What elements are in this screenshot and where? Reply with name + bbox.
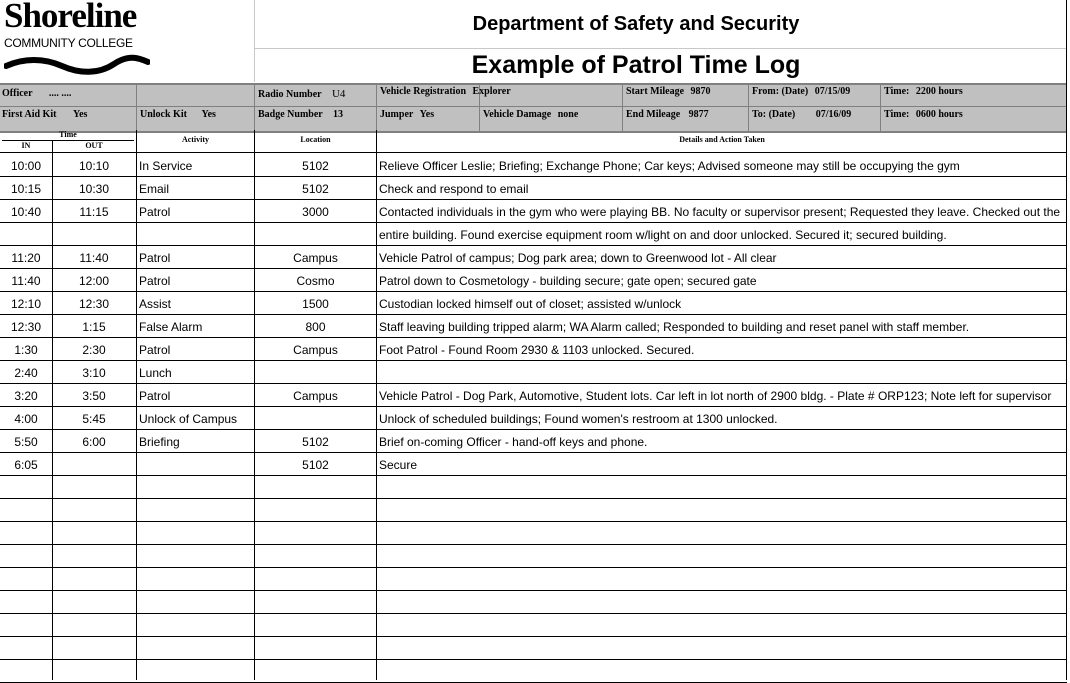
time-out-cell: [52, 452, 136, 475]
activity-cell: In Service: [139, 159, 193, 173]
location-cell: [255, 222, 376, 245]
details-cell: [379, 360, 1067, 383]
details-cell: [379, 636, 1067, 659]
activity-cell: [139, 590, 253, 613]
logo-subtitle: COMMUNITY COLLEGE: [4, 36, 133, 50]
time-in-cell: 6:05: [14, 458, 38, 472]
time-out-cell: 3:50: [82, 389, 106, 403]
table-row: [0, 544, 1067, 568]
time-out-cell: 2:30: [82, 343, 106, 357]
location-cell: [255, 659, 376, 682]
time-in-cell: 10:15: [10, 182, 42, 196]
time-in-cell: [0, 613, 52, 636]
jumper-label: Jumper: [380, 109, 414, 120]
details-cell: Custodian locked himself out of closet; assisted w/unlock: [379, 297, 682, 311]
vehicle-registration-label: Vehicle Registration: [380, 86, 467, 97]
details-cell: [379, 567, 1067, 590]
first-aid-kit-label: First Aid Kit: [2, 109, 57, 120]
unlock-kit-label: Unlock Kit: [140, 109, 187, 120]
table-row: [0, 199, 1067, 223]
activity-header: Activity: [181, 135, 210, 144]
radio-number-value: U4: [331, 88, 346, 100]
time-in-cell: 11:40: [11, 274, 41, 288]
activity-cell: Patrol: [139, 389, 171, 403]
in-header: IN: [21, 141, 31, 150]
officer-value: .... ....: [48, 88, 72, 99]
time-out-cell: [52, 567, 136, 590]
details-cell: Vehicle Patrol - Dog Park, Automotive, Student lots. Car left in lot north of 2900 bldg. - Plate # ORP123; Note left for supervisor: [379, 389, 1052, 403]
time-in-cell: [0, 590, 52, 613]
activity-cell: [139, 498, 253, 521]
table-row: [0, 498, 1067, 522]
time-out-cell: 11:15: [79, 205, 109, 219]
start-time-value: 2200 hours: [915, 86, 963, 97]
vehicle-damage-value: none: [557, 109, 579, 120]
time-out-cell: 6:00: [82, 435, 106, 449]
out-header: OUT: [85, 141, 103, 150]
details-cell: Brief on-coming Officer - hand-off keys and phone.: [379, 435, 648, 449]
badge-number-label: Badge Number: [258, 109, 323, 120]
activity-cell: [139, 636, 253, 659]
table-row: [0, 268, 1067, 292]
activity-cell: Patrol: [139, 205, 171, 219]
location-cell: [255, 475, 376, 498]
time-in-cell: 1:30: [14, 343, 38, 357]
location-cell: 3000: [302, 205, 329, 219]
time-out-cell: 3:10: [82, 366, 106, 380]
activity-cell: [139, 521, 253, 544]
table-row: [0, 153, 1067, 177]
details-cell: [379, 498, 1067, 521]
activity-cell: [139, 544, 253, 567]
activity-cell: [139, 659, 253, 682]
location-cell: [255, 567, 376, 590]
activity-cell: Patrol: [139, 251, 171, 265]
location-cell: [255, 544, 376, 567]
location-header: Location: [300, 135, 331, 144]
table-row: [0, 452, 1067, 476]
table-row: [0, 314, 1067, 338]
location-cell: [255, 613, 376, 636]
details-cell: Staff leaving building tripped alarm; WA Alarm called; Responded to building and reset panel with staff member.: [379, 320, 970, 334]
to-date-label: To: (Date): [752, 109, 796, 120]
unlock-kit-value: Yes: [201, 109, 216, 120]
table-row: [0, 636, 1067, 660]
start-mileage-value: 9870: [690, 86, 711, 97]
table-row: [0, 383, 1067, 407]
activity-cell: [139, 613, 253, 636]
details-header: Details and Action Taken: [679, 135, 765, 144]
time-out-cell: 1:15: [82, 320, 106, 334]
activity-cell: [139, 475, 253, 498]
time-in-cell: 12:10: [10, 297, 42, 311]
details-cell: entire building. Found exercise equipment room w/light on and door unlocked. Secured it; secured building.: [379, 228, 947, 242]
time-in-cell: 10:00: [10, 159, 42, 173]
activity-cell: False Alarm: [139, 320, 203, 334]
from-date-value: 07/15/09: [814, 86, 851, 97]
time-out-cell: [52, 521, 136, 544]
time-out-cell: 10:30: [78, 182, 110, 196]
details-cell: Vehicle Patrol of campus; Dog park area; down to Greenwood lot - All clear: [379, 251, 777, 265]
details-cell: Foot Patrol - Found Room 2930 & 1103 unlocked. Secured.: [379, 343, 695, 357]
vehicle-damage-label: Vehicle Damage: [483, 109, 552, 120]
location-cell: 5102: [302, 182, 329, 196]
time-in-cell: [0, 498, 52, 521]
activity-cell: Patrol: [139, 274, 171, 288]
end-mileage-value: 9877: [688, 109, 709, 120]
time-in-cell: [0, 521, 52, 544]
time-in-cell: 5:50: [14, 435, 38, 449]
time-in-cell: 10:40: [10, 205, 42, 219]
location-cell: [255, 360, 376, 383]
time-header: Time: [59, 130, 77, 139]
table-row: [0, 475, 1067, 499]
details-cell: [379, 544, 1067, 567]
details-cell: Relieve Officer Leslie; Briefing; Exchange Phone; Car keys; Advised someone may still be occupying the gym: [379, 159, 960, 173]
time-out-cell: [52, 636, 136, 659]
start-mileage-label: Start Mileage: [626, 86, 685, 97]
time-in-cell: [0, 659, 52, 682]
time-in-cell: [0, 636, 52, 659]
details-cell: Unlock of scheduled buildings; Found women's restroom at 1300 unlocked.: [379, 412, 778, 426]
end-time-value: 0600 hours: [915, 109, 963, 120]
activity-cell: Unlock of Campus: [139, 412, 238, 426]
activity-cell: Briefing: [139, 435, 180, 449]
table-row: [0, 659, 1067, 683]
activity-cell: Email: [139, 182, 170, 196]
time-in-cell: 11:20: [11, 251, 41, 265]
location-cell: 1500: [302, 297, 329, 311]
activity-cell: [139, 452, 253, 475]
location-cell: Cosmo: [296, 274, 335, 288]
activity-cell: Lunch: [139, 366, 172, 380]
time-out-cell: [52, 475, 136, 498]
time-out-cell: [52, 222, 136, 245]
time-out-cell: [52, 613, 136, 636]
time-in-cell: [0, 222, 52, 245]
table-row: [0, 521, 1067, 545]
time-in-cell: 3:20: [14, 389, 38, 403]
location-cell: Campus: [293, 389, 338, 403]
time-out-cell: 11:40: [79, 251, 109, 265]
details-cell: Contacted individuals in the gym who were playing BB. No faculty or supervisor present; Requested they leave. Checked out the: [379, 205, 1061, 219]
time-in-cell: 12:30: [10, 320, 42, 334]
time-in-cell: 2:40: [14, 366, 38, 380]
time-in-cell: 4:00: [14, 412, 38, 426]
time-out-cell: 5:45: [82, 412, 106, 426]
table-row: [0, 245, 1067, 269]
table-row: [0, 590, 1067, 614]
location-cell: 5102: [302, 159, 329, 173]
location-cell: [255, 406, 376, 429]
time-in-cell: [0, 475, 52, 498]
table-row: [0, 613, 1067, 637]
table-row: [0, 406, 1067, 430]
time-out-cell: [52, 659, 136, 682]
activity-cell: Patrol: [139, 343, 171, 357]
details-cell: [379, 613, 1067, 636]
to-date-value: 07/16/09: [815, 109, 852, 120]
department-name: Department of Safety and Security: [472, 12, 800, 35]
details-cell: Patrol down to Cosmetology - building secure; gate open; secured gate: [379, 274, 757, 288]
details-cell: Secure: [379, 458, 418, 472]
details-cell: Check and respond to email: [379, 182, 529, 196]
activity-cell: [139, 222, 253, 245]
time-out-cell: 10:10: [78, 159, 110, 173]
table-row: [0, 222, 1067, 246]
location-cell: 5102: [302, 435, 329, 449]
location-cell: [255, 521, 376, 544]
location-cell: 800: [305, 320, 326, 334]
start-time-label: Time:: [884, 86, 910, 97]
location-cell: Campus: [293, 343, 338, 357]
time-out-cell: 12:00: [78, 274, 110, 288]
time-out-cell: [52, 498, 136, 521]
officer-label: Officer: [2, 88, 33, 99]
time-in-cell: [0, 544, 52, 567]
activity-cell: Assist: [139, 297, 172, 311]
table-row: [0, 291, 1067, 315]
table-row: [0, 567, 1067, 591]
table-row: [0, 337, 1067, 361]
details-cell: [379, 590, 1067, 613]
time-out-cell: 12:30: [78, 297, 110, 311]
time-out-cell: [52, 544, 136, 567]
end-mileage-label: End Mileage: [626, 109, 681, 120]
page-title: Example of Patrol Time Log: [471, 51, 801, 79]
location-cell: [255, 498, 376, 521]
table-row: [0, 176, 1067, 200]
radio-number-label: Radio Number: [258, 89, 322, 100]
end-time-label: Time:: [884, 109, 910, 120]
table-row: [0, 360, 1067, 384]
first-aid-kit-value: Yes: [72, 109, 88, 120]
time-out-cell: [52, 590, 136, 613]
badge-number-value: 13: [333, 109, 344, 120]
details-cell: [379, 475, 1067, 498]
from-date-label: From: (Date): [752, 86, 809, 97]
details-cell: [379, 659, 1067, 682]
logo-name: Shoreline: [4, 0, 137, 35]
location-cell: Campus: [293, 251, 338, 265]
details-cell: [379, 521, 1067, 544]
location-cell: 5102: [302, 458, 329, 472]
location-cell: [255, 636, 376, 659]
location-cell: [255, 590, 376, 613]
time-in-cell: [0, 567, 52, 590]
table-row: [0, 429, 1067, 453]
jumper-value: Yes: [419, 109, 435, 120]
activity-cell: [139, 567, 253, 590]
vehicle-registration-value: Explorer: [472, 86, 511, 97]
